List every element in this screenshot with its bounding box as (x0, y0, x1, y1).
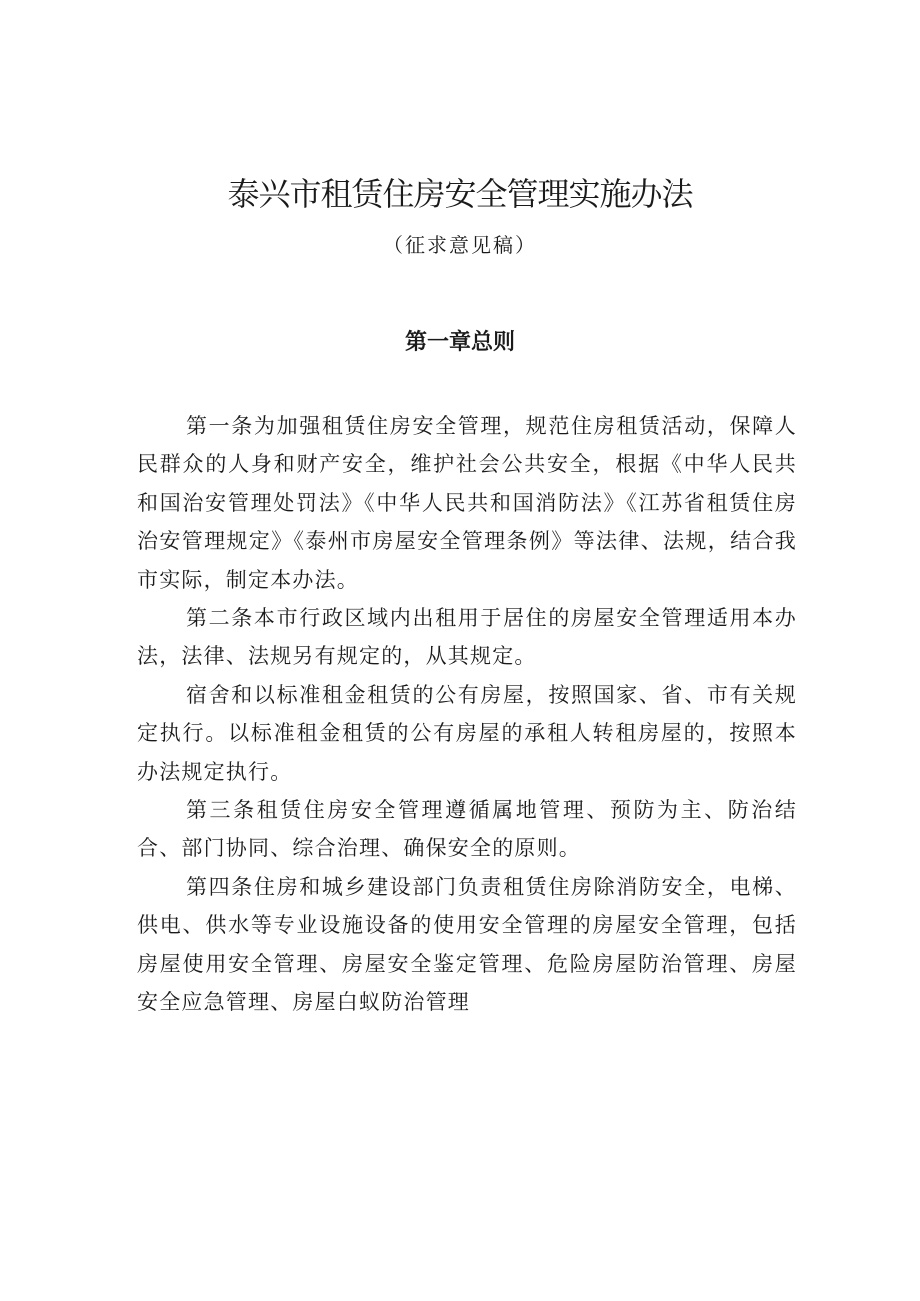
paragraph-article-1: 第一条为加强租赁住房安全管理，规范住房租赁活动，保障人民群众的人身和财产安全，维护社会公共安全，根据《中华人民共和国治安管理处罚法》《中华人民共和国消防法》《江苏省租赁住房治安管理规定》《泰州市房屋安全管理条例》等法律、法规，结合我市实际，制定本办法。 (137, 414, 797, 592)
paragraph-article-3: 第三条租赁住房安全管理遵循属地管理、预防为主、防治结合、部门协同、综合治理、确保安全的原则。 (137, 798, 797, 861)
chapter-heading: 第一章总则 (404, 330, 515, 355)
paragraph-article-4: 第四条住房和城乡建设部门负责租赁住房除消防安全，电梯、供电、供水等专业设施设备的使用安全管理的房屋安全管理，包括房屋使用安全管理、房屋安全鉴定管理、危险房屋防治管理、房屋安全应急管理、房屋白蚁防治管理 (137, 874, 797, 1015)
paragraph-article-2-clause: 宿舍和以标准租金租赁的公有房屋，按照国家、省、市有关规定执行。以标准租金租赁的公有房屋的承租人转租房屋的，按照本办法规定执行。 (137, 682, 797, 784)
paragraph-article-2: 第二条本市行政区域内出租用于居住的房屋安全管理适用本办法，法律、法规另有规定的，从其规定。 (137, 606, 797, 669)
document-body (137, 407, 797, 1022)
document-title: 泰兴市租赁住房安全管理实施办法 (227, 175, 693, 213)
document-subtitle: （征求意见稿） (383, 233, 537, 257)
